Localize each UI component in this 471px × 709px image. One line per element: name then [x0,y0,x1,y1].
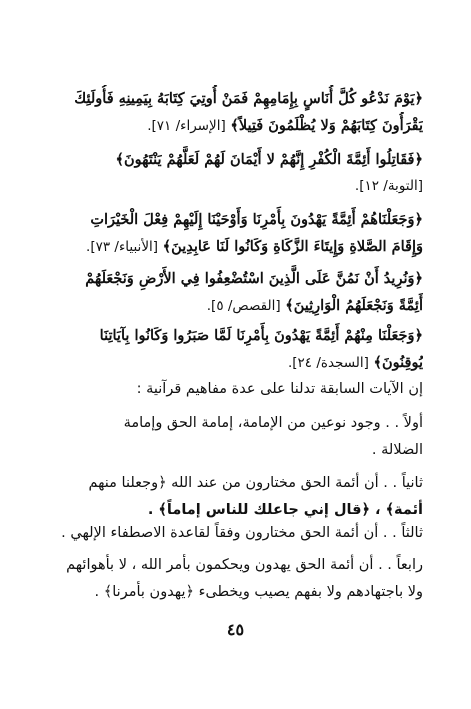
point-text: ثالثاً . . أن أئمة الحق مختارون وفقاً لقاعدة الاصطفاء الإلهي . [61,525,423,541]
verse-line: ﴿وَجَعَلْنَا مِنْهُمْ أَئِمَّةً يَهْدُونَ بِأَمْرِنَا لَمَّا صَبَرُوا وَكَانُوا بِآيَاتِنَا [99,327,423,344]
verse-reference: [الأنبياء/ ٧٣]. [86,239,159,255]
verse-line: يُوقِنُونَ﴾ [373,354,423,371]
verse-line: ﴿وَنُرِيدُ أَنْ نَمُنَّ عَلَى الَّذِينَ اسْتُضْعِفُوا فِي الأَرْضِ وَنَجْعَلَهُمْ [85,270,423,287]
verse-sajda-24 [47,322,423,377]
page-number: ٤٥ [226,620,245,639]
point-first [47,410,423,464]
verse-reference: [السجدة/ ٢٤]. [287,355,369,371]
point-text: أولاً . . وجود نوعين من الإمامة، إمامة الحق وإمامة [123,415,423,431]
point-third [47,520,423,547]
verse-isra-71 [47,85,423,140]
verse-reference: [التوبة/ ١٢]. [354,178,423,194]
verse-line: يَقْرَأُونَ كِتَابَهُمْ وَلا يُظْلَمُونَ فَتِيلاً﴾ [230,117,423,134]
verse-line: ﴿يَوْمَ نَدْعُو كُلَّ أُنَاسٍ بِإِمَامِهِمْ فَمَنْ أُوتِيَ كِتَابَهُ بِيَمِينِهِ فَأُولَئِكَ [74,90,423,107]
intro-paragraph [47,376,423,403]
verse-reference: [الإسراء/ ٧١]. [147,118,226,134]
verse-anbiya-73 [47,206,423,261]
verse-line: ﴿فَقَاتِلُوا أَئِمَّةَ الْكُفْرِ إِنَّهُمْ لا أَيْمَانَ لَهُمْ لَعَلَّهُمْ يَنْتَهُونَ﴾ [115,151,423,168]
point-text: ثانياً . . أن أئمة الحق مختارون من عند الله ﴿وجعلنا منهم [88,475,423,491]
verse-reference: [القصص/ ٥]. [206,298,281,314]
point-text: رابعاً . . أن أئمة الحق يهدون ويحكمون بأمر الله ، لا بأهوائهم [66,557,423,573]
verse-tawba-12 [47,146,423,200]
point-text: الضلالة . [371,442,423,458]
intro-text: إن الآيات السابقة تدلنا على عدة مفاهيم قرآنية : [136,381,423,397]
verse-line: ﴿وَجَعَلْنَاهُمْ أَئِمَّةً يَهْدُونَ بِأَمْرِنَا وَأَوْحَيْنَا إِلَيْهِمْ فِعْلَ الْخَيْرَاتِ [90,211,423,228]
verse-qasas-5 [47,265,423,320]
verse-line: وَإِقَامَ الصَّلاةِ وَإِيتَاءَ الزَّكَاةِ وَكَانُوا لَنَا عَابِدِينَ﴾ [162,238,423,255]
point-second [47,470,423,524]
verse-line: أَئِمَّةً وَنَجْعَلَهُمُ الْوَارِثِينَ﴾ [285,297,423,314]
point-text: أئمة﴾ ، ﴿قال إني جاعلك للناس إماماً﴾ . [147,502,423,518]
point-text: ولا باجتهادهم ولا بفهم يصيب ويخطىء ﴿يهدون بأمرنا﴾ . [94,584,423,600]
point-fourth [47,552,423,606]
